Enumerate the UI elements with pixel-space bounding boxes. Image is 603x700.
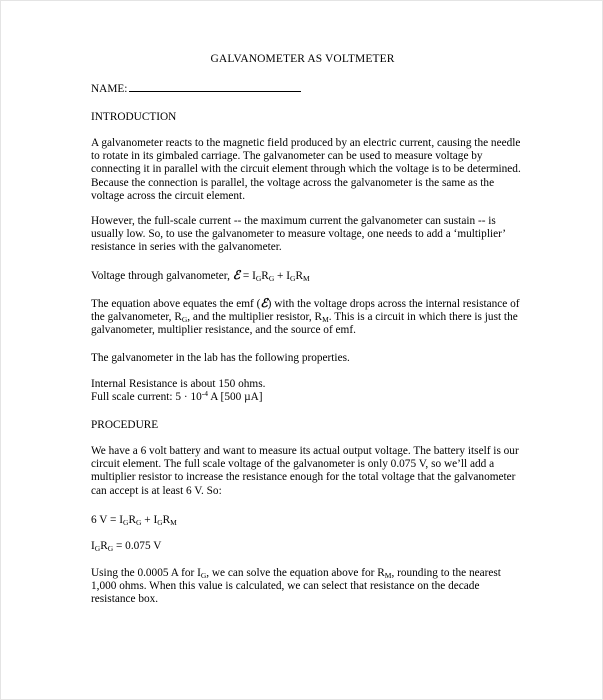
subscript-g: G: [268, 274, 275, 283]
subscript-g: G: [135, 518, 142, 527]
plus-sign: +: [141, 514, 154, 526]
internal-resistance: Internal Resistance is about 150 ohms.: [91, 378, 266, 390]
current-symbol: I: [252, 270, 256, 282]
text-run: . This is a circuit in which there is just the galvanometer, multiplier resistance, and the source of emf.: [91, 311, 518, 337]
subscript-g: G: [157, 518, 163, 527]
full-scale-current: [91, 391, 521, 404]
name-field: [91, 81, 521, 96]
subscript-g: G: [255, 274, 262, 283]
resistance-symbol: R: [100, 540, 108, 552]
text-run: , we can solve the equation above for: [206, 567, 378, 579]
subscript-m: M: [322, 315, 329, 325]
resistance-symbol: R: [377, 567, 385, 579]
introduction-heading: INTRODUCTION: [91, 111, 177, 123]
subscript-g: G: [107, 544, 114, 553]
equation-6v: [91, 514, 521, 527]
equals-sign: =: [240, 270, 253, 282]
subscript-g: G: [181, 315, 188, 325]
resistance-symbol: R: [314, 311, 323, 324]
document-title: GALVANOMETER AS VOLTMETER: [210, 53, 395, 65]
subscript-g: G: [94, 544, 101, 553]
equation-full-scale-voltage: [91, 540, 521, 553]
plus-sign: +: [274, 270, 287, 282]
emf-symbol: ℰ: [260, 296, 268, 310]
subscript-g: G: [123, 518, 129, 527]
text-run: = 0.075 V: [113, 540, 162, 552]
procedure-paragraph-1: We have a 6 volt battery and want to measure its actual output voltage. The battery itself is our circuit element. The full scale voltage of the galvanometer is only 0.075 V, so we’ll add a multiplier resistor to increase the resistance enough for the total voltage that the galvanometer can accept is at least 6 V. So:: [91, 445, 519, 497]
text-run: 6 V =: [91, 514, 120, 526]
intro-paragraph-3: [91, 297, 521, 338]
procedure-heading: PROCEDURE: [91, 419, 159, 431]
text-run: ) with the voltage drops across the internal resistance of the galvanometer,: [91, 298, 520, 324]
voltage-equation-label: Voltage through galvanometer,: [91, 270, 230, 282]
resistance-symbol: R: [295, 270, 303, 282]
resistance-symbol: R: [261, 270, 269, 282]
text-run: A [500 µA]: [208, 391, 263, 403]
procedure-paragraph-2: [91, 567, 521, 607]
exponent: -4: [201, 389, 208, 398]
text-run: Using the 0.0005 A for: [91, 567, 198, 579]
subscript-m: M: [170, 518, 177, 527]
subscript-m: M: [303, 274, 310, 283]
subscript-g: G: [290, 274, 296, 283]
name-blank-line: [129, 81, 301, 92]
current-symbol: I: [197, 567, 201, 579]
resistance-symbol: R: [128, 514, 136, 526]
current-symbol: I: [153, 514, 158, 526]
subscript-g: G: [200, 571, 207, 580]
voltage-equation: [91, 269, 521, 283]
name-label: NAME:: [91, 83, 128, 95]
resistance-symbol: R: [162, 514, 171, 526]
text-run: , and the multiplier resistor,: [187, 311, 315, 324]
current-symbol: I: [119, 514, 124, 526]
current-symbol: I: [286, 270, 291, 282]
subscript-m: M: [384, 571, 392, 580]
intro-paragraph-2: However, the full-scale current -- the maximum current the galvanometer can sustain -- is usually low. So, to use the galvanometer to measure voltage, one needs to add a ‘multiplier’ resistance in series with the galvanometer.: [91, 215, 506, 254]
intro-paragraph-1: A galvanometer reacts to the magnetic field produced by an electric current, causing the needle to rotate in its gimbaled carriage. The galvanometer can be used to measure voltage by connecting it in parallel with the circuit element through which the voltage is to be determined. Because the connection is parallel, the voltage across the galvanometer is the same as the voltage across the circuit element.: [91, 137, 521, 202]
text-run: Full scale current: 5 · 10: [91, 391, 202, 403]
current-symbol: I: [91, 540, 95, 552]
emf-symbol: ℰ: [232, 268, 241, 282]
text-run: The equation above equates the emf (: [91, 298, 261, 310]
text-run: , rounding to the nearest 1,000 ohms. When this value is calculated, we can select that resistance on the decade resistance box.: [91, 567, 501, 606]
resistance-symbol: R: [174, 311, 182, 324]
properties-intro: The galvanometer in the lab has the following properties.: [91, 352, 350, 364]
